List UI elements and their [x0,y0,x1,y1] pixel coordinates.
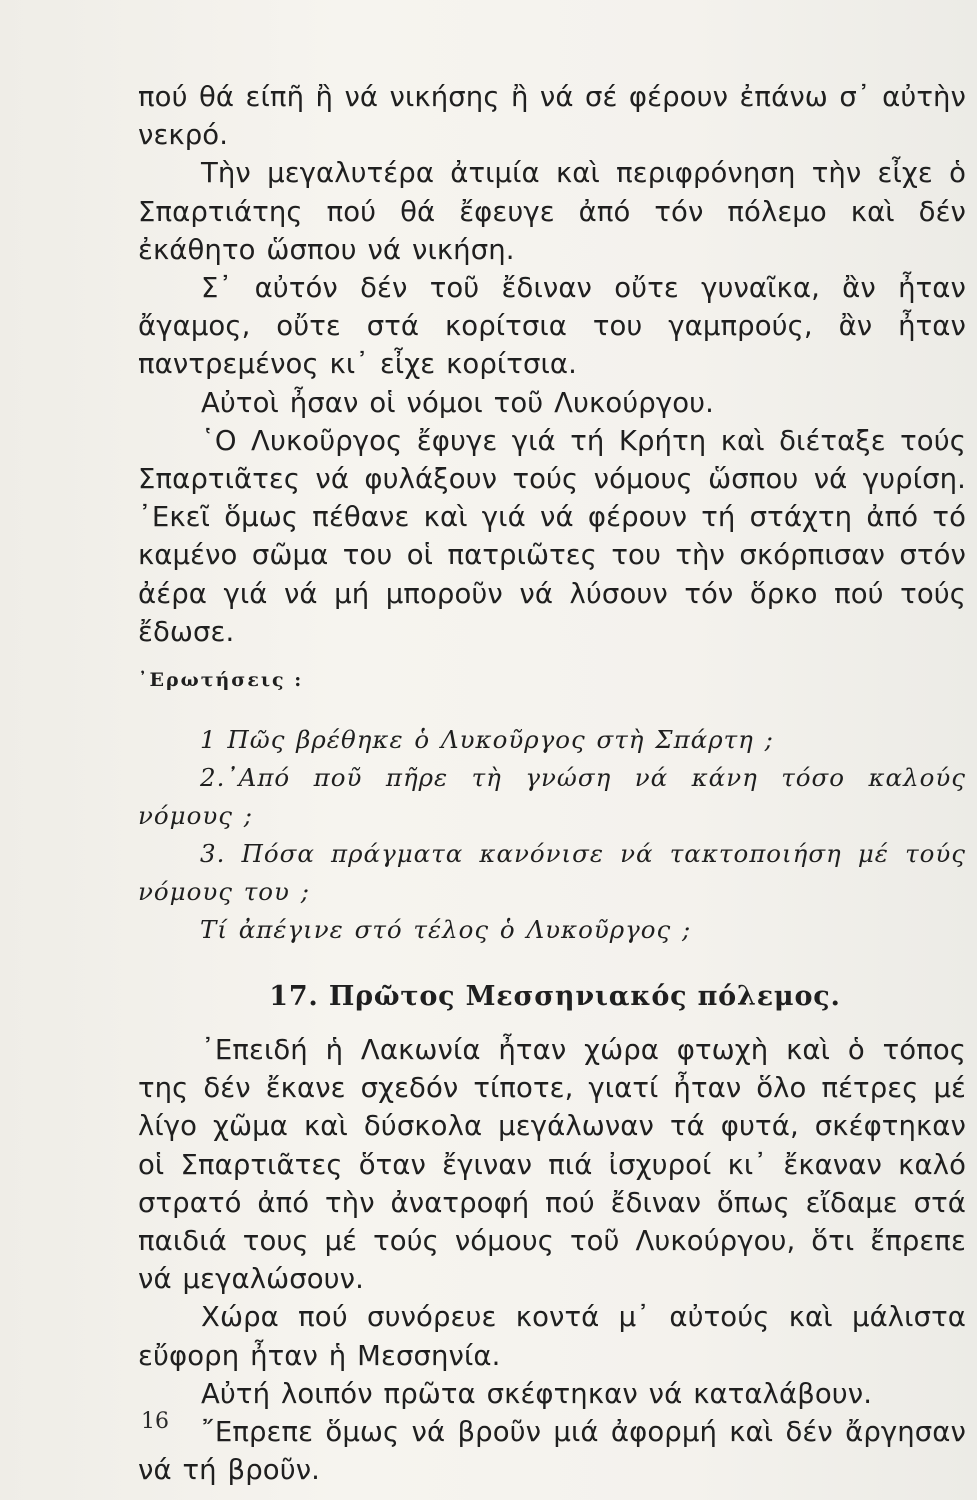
paragraph-lycurgus-crete: ῾Ο Λυκοῦργος ἔφυγε γιά τή Κρήτη καὶ διέταξε τούς Σπαρτιᾶτες νά φυλάξουν τούς νόμους ὥσπου νά γυρίση. ᾿Εκεῖ ὅμως πέθανε καὶ γιά νά φέρουν τή στάχτη ἀπό τό καμένο σῶμα του οἱ πατριῶτες του τὴν σκόρπισαν στόν ἀέρα γιά νά μή μποροῦν νά λύσουν τόν ὅρκο πού τούς ἔδωσε. [138,424,966,648]
question-item: 1 Πῶς βρέθηκε ὁ Λυκοῦργος στὴ Σπάρτη ; [200,725,774,755]
paragraph-messenia: Χώρα πού συνόρευε κοντά μ᾽ αὐτούς καὶ μάλιστα εὔφορη ἦταν ἡ Μεσσηνία. [138,1301,966,1372]
paragraph-conquer: Αὐτή λοιπόν πρῶτα σκέφτηκαν νά καταλάβουν. [201,1377,873,1410]
paragraph-laws: Αὐτοὶ ἦσαν οἱ νόμοι τοῦ Λυκούργου. [201,386,714,419]
page-number: 16 [141,1409,169,1434]
question-list [138,721,966,949]
chapter-title: 17. Πρῶτος Μεσσηνιακός πόλεμος. [269,981,841,1013]
question-item: Τί ἀπέγινε στό τέλος ὁ Λυκοῦργος ; [200,915,692,945]
text-block [138,78,966,1489]
paragraph-continuation: πού θά είπῆ ἢ νά νικήσης ἢ νά σέ φέρουν ἐπάνω σ᾽ αὐτὴν νεκρό. [138,81,966,152]
question-item: 2.᾿Από ποῦ πῆρε τὴ γνώση νά κάνη τόσο καλούς νόμους ; [138,763,966,831]
questions-heading: ᾿Ερωτήσεις : [138,669,304,692]
paragraph-dishonor: Τὴν μεγαλυτέρα ἀτιμία καὶ περιφρόνηση τὴν εἶχε ὁ Σπαρτιάτης πού θά ἔφευγε ἀπό τόν πόλεμο καὶ δέν ἐκάθητο ὥσπου νά νικήση. [138,157,966,266]
paragraph-laconia: ᾿Επειδή ἡ Λακωνία ἦταν χώρα φτωχὴ καὶ ὁ τόπος της δέν ἔκανε σχεδόν τίποτε, γιατί ἦταν ὅλο πέτρες μέ λίγο χῶμα καὶ δύσκολα μεγάλωναν τά φυτά, σκέφτηκαν οἱ Σπαρτιᾶτες ὅταν ἔγιναν πιά ἰσχυροί κι᾽ ἔκαναν καλό στρατό ἀπό τὴν ἀνατροφή πού ἔδιναν ὅπως εἴδαμε στά παιδιά τους μέ τούς νόμους τοῦ Λυκούργου, ὅτι ἔπρεπε νά μεγαλώσουν. [138,1034,966,1296]
question-item: 3. Πόσα πράγματα κανόνισε νά τακτοποιήση μέ τούς νόμους του ; [138,839,966,907]
paragraph-marriage: Σ᾽ αὐτόν δέν τοῦ ἔδιναν οὔτε γυναῖκα, ἂν ἦταν ἄγαμος, οὔτε στά κορίτσια του γαμπρούς, ἂν ἦταν παντρεμένος κι᾽ εἶχε κορίτσια. [138,272,966,381]
paragraph-pretext: ῎Επρεπε ὅμως νά βροῦν μιά ἀφορμή καὶ δέν ἄργησαν νά τή βροῦν. [138,1416,966,1487]
